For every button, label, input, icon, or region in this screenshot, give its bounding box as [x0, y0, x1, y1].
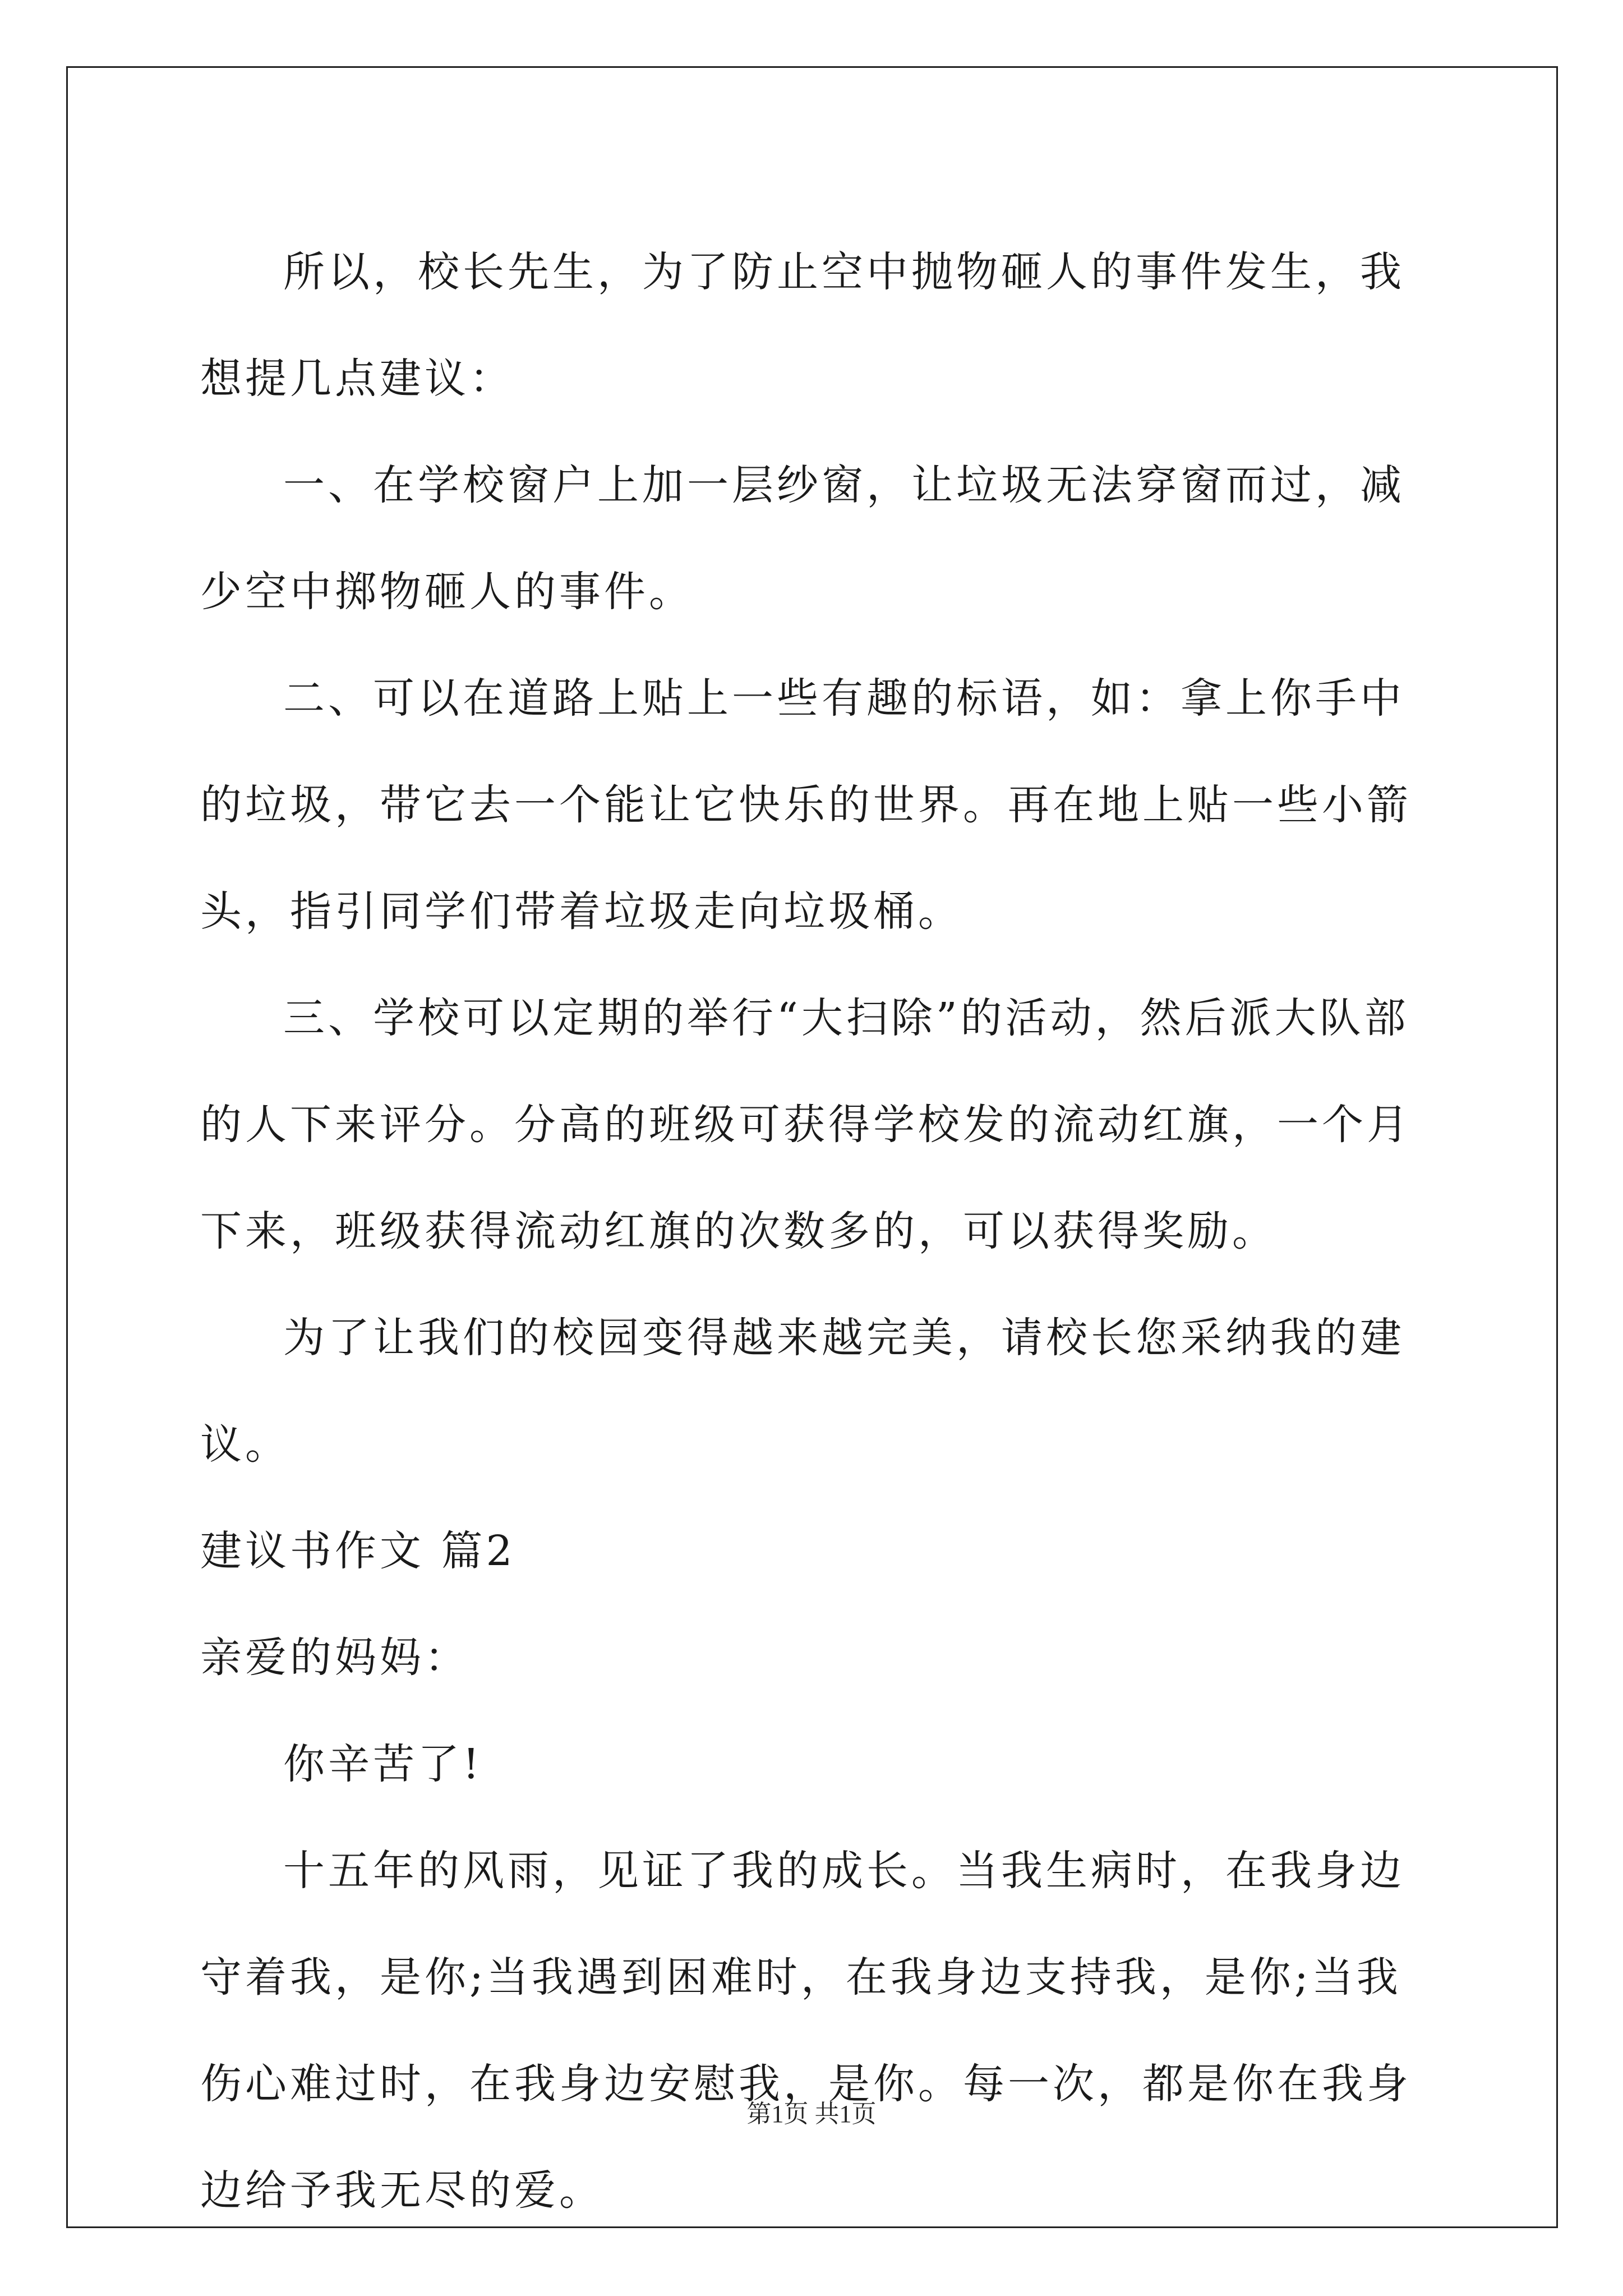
section-heading: 建议书作文 篇2 — [200, 1527, 516, 1575]
paragraph-suggestion-3: 三、学校可以定期的举行“大扫除”的活动，然后派大队部的人下来评分。分高的班级可获得学校发的流动红旗，一个月下来，班级获得流动红旗的次数多的，可以获得奖励。 — [200, 994, 1412, 1255]
paragraph-closing: 为了让我们的校园变得越来越完美，请校长您采纳我的建议。 — [200, 1314, 1405, 1469]
paragraph-suggestion-1: 一、在学校窗户上加一层纱窗，让垃圾无法穿窗而过，减少空中掷物砸人的事件。 — [200, 461, 1405, 616]
page-footer: 第1页 共1页 — [746, 2100, 877, 2128]
document-body — [200, 219, 1434, 2244]
paragraph-greeting: 你辛苦了! — [283, 1740, 483, 1788]
paragraph-suggestions-intro: 所以，校长先生，为了防止空中抛物砸人的事件发生，我想提几点建议： — [200, 248, 1405, 403]
paragraph-suggestion-2: 二、可以在道路上贴上一些有趣的标语，如：拿上你手中的垃圾，带它去一个能让它快乐的世界。再在地上贴一些小箭头，指引同学们带着垃圾走向垃圾桶。 — [200, 674, 1412, 936]
paragraph-letter-body: 十五年的风雨，见证了我的成长。当我生病时，在我身边守着我，是你;当我遇到困难时，在我身边支持我，是你;当我伤心难过时，在我身边安慰我，是你。每一次，都是你在我身边给予我无尽的爱。 — [200, 1847, 1412, 2215]
letter-salutation: 亲爱的妈妈： — [200, 1634, 469, 1682]
